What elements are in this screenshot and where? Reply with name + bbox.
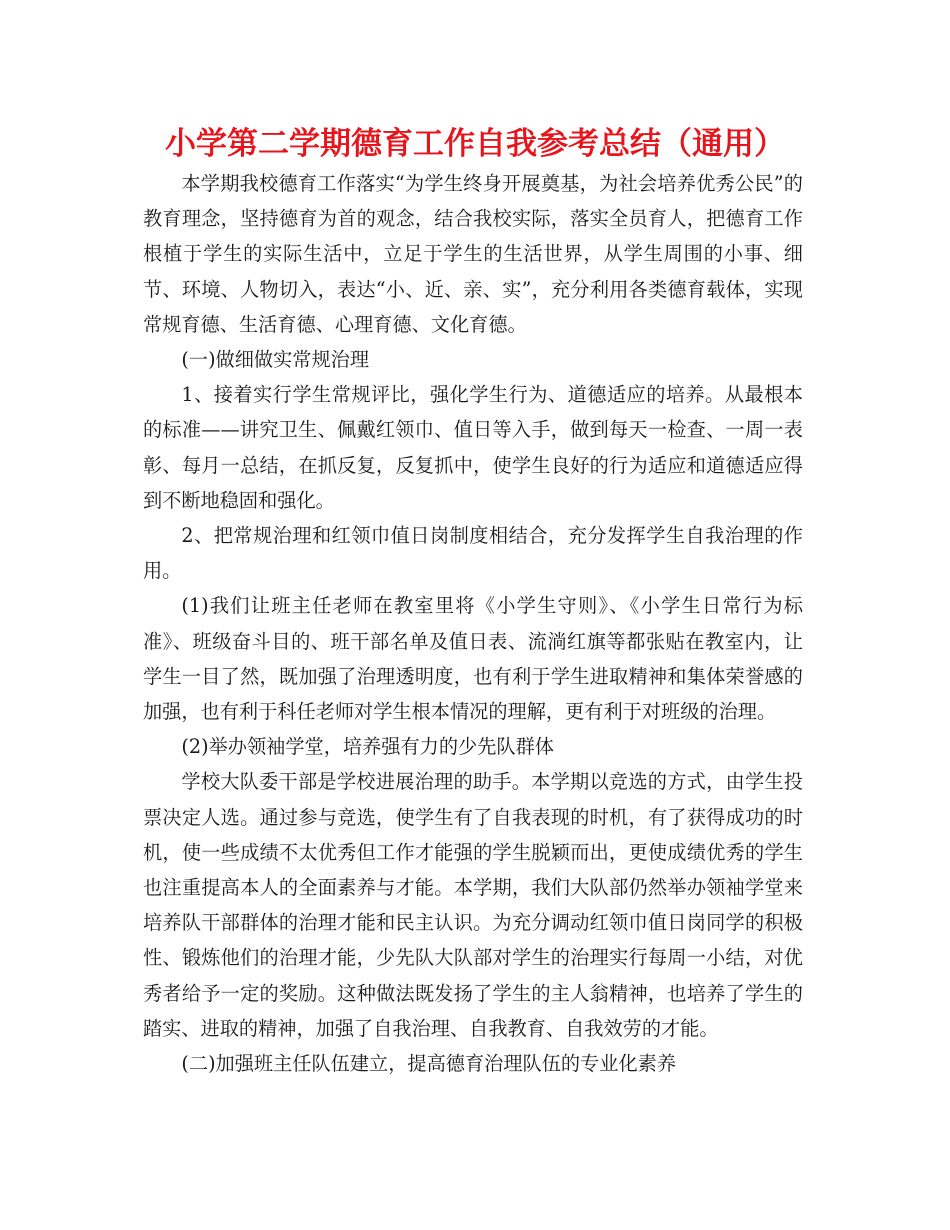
paragraph-item-1: 1、接着实行学生常规评比，强化学生行为、道德适应的培养。从最根本的标准——讲究卫生、佩戴红领巾、值日等入手，做到每天一检查、一周一表彰、每月一总结，在抓反复，反复抓中，使学生良好的行为适应和道德适应得到不断地稳固和强化。 (143, 383, 803, 512)
paragraph-intro: 本学期我校德育工作落实“为学生终身开展奠基，为社会培养优秀公民”的教育理念，坚持德育为首的观念，结合我校实际，落实全员育人，把德育工作根植于学生的实际生活中，立足于学生的生活世界，从学生周围的小事、细节、环境、人物切入，表达“小、近、亲、实”，充分利用各类德育载体，实现常规育德、生活育德、心理育德、文化育德。 (143, 172, 803, 336)
paragraph-subitem-2: (2)举办领袖学堂，培养强有力的少先队群体 (181, 735, 554, 759)
paragraph-subitem-1: (1)我们让班主任老师在教室里将《小学生守则》、《小学生日常行为标准》、班级奋斗目的、班干部名单及值日表、流淌红旗等都张贴在教室内，让学生一目了然，既加强了治理透明度，也有利于学生进取精神和集体荣誉感的加强，也有利于科任老师对学生根本情况的理解，更有利于对班级的治理。 (143, 594, 803, 724)
document-title: 小学第二学期德育工作自我参考总结（通用） (165, 126, 785, 162)
section-heading-2: (二)加强班主任队伍建立，提高德育治理队伍的专业化素养 (181, 1052, 677, 1076)
document-body (143, 166, 803, 1081)
section-heading-1: (一)做细做实常规治理 (181, 348, 370, 372)
paragraph-item-2: 2、把常规治理和红领巾值日岗制度相结合，充分发挥学生自我治理的作用。 (143, 524, 803, 583)
paragraph-leadership: 学校大队委干部是学校进展治理的助手。本学期以竞选的方式，由学生投票决定人选。通过参与竞选，使学生有了自我表现的时机，有了获得成功的时机，使一些成绩不太优秀但工作才能强的学生脱颖而出，更使成绩优秀的学生也注重提高本人的全面素养与才能。本学期，我们大队部仍然举办领袖学堂来培养队干部群体的治理才能和民主认识。为充分调动红领巾值日岗同学的积极性、锻炼他们的治理才能，少先队大队部对学生的治理实行每周一小结，对优秀者给予一定的奖励。这种做法既发扬了学生的主人翁精神，也培养了学生的踏实、进取的精神，加强了自我治理、自我教育、自我效劳的才能。 (143, 770, 803, 1040)
